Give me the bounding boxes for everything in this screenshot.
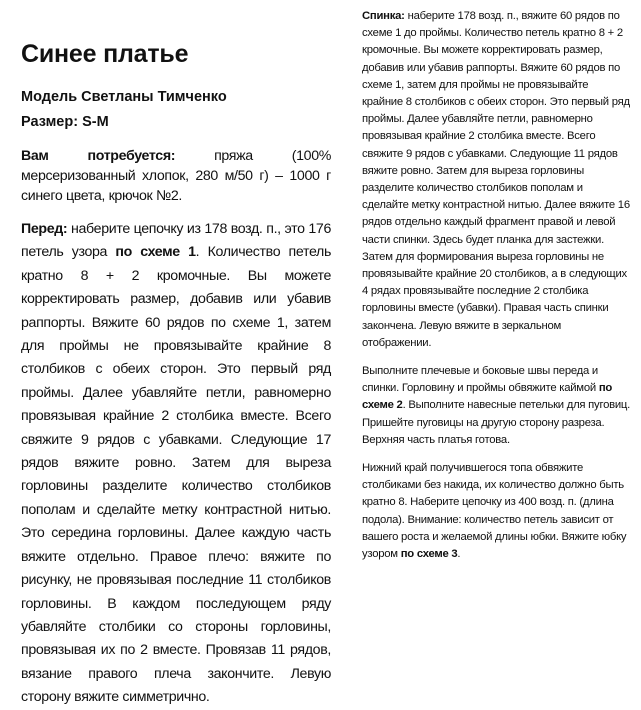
materials-paragraph [21,146,331,206]
front-text-2: . Количество петель кратно 8 + 2 кромочные. Вы можете корректировать размер, добавив или убавив раппорты. Вяжите 60 рядов по схеме 1, затем для проймы не провязывайте крайние 8 столбиков с обеих сторон. Это первый ряд проймы. Далее убавляйте петли, равномерно провязывая крайние 2 столбика вместе. Всего свяжите 9 рядов с убавками. Следующие 17 рядов вяжите ровно. Затем для выреза горловины разделите количество столбиков пополам и сделайте метку контрастной нитью. Это середина горловины. Далее каждую часть вяжите отдельно. Правое плечо: вяжите по рисунку, не провязывая последние 11 столбиков горловины. В каждом последующем ряду убавляйте столбики со стороны горловины, провязывая их по 2 вместе. Провязав 11 рядов, вязание правого плеча закончите. Левую сторону вяжите симметрично. [21,244,331,706]
right-column [362,8,632,563]
materials-text: пряжа (100% мерсеризованный хлопок, 280 м/50 г) – 1000 г синего цвета, крючок №2. [21,148,332,204]
model-author: Модель Светланы Тимченко [21,89,227,105]
left-column [21,146,331,710]
skirt-text-2: . [457,548,461,561]
front-scheme-1: по схеме 1 [115,244,196,261]
materials-label: Вам потребуется: [21,148,176,164]
front-label: Перед: [21,221,68,237]
skirt-paragraph [362,460,632,563]
assembly-text-2: . Выполните навесные петельки для пуговиц. Пришейте пуговицы на другую сторону разреза. Верхняя часть платья готова. [362,399,631,446]
back-paragraph [362,8,632,352]
assembly-scheme-2: по схеме 2 [362,382,613,412]
assembly-text-1: Выполните плечевые и боковые швы переда и спинки. Горловину и проймы обвяжите каймой [362,365,599,395]
page-title: Синее платье [21,40,189,68]
back-text: наберите 178 возд. п., вяжите 60 рядов по схеме 1 до проймы. Количество петель кратно 8 + 2 кромочные. Вы можете корректировать размер, добавив или убавив раппорты. Вяжите 60 рядов по схеме 1, затем для проймы не провязывайте крайние 8 столбиков с обеих сторон. Это первый ряд проймы. Далее убавляйте петли, равномерно провязывая крайние 2 столбика вместе. Всего свяжите 9 рядов с убавками. Следующие 11 рядов вяжите ровно. Затем для выреза горловины разделите количество столбиков пополам и сделайте метку контрастной нитью. Далее вяжите 16 рядов отдельно каждый фрагмент правой и левой части спинки. Здесь будет планка для застежки. Затем для формирования выреза горловины не провязывайте крайние 20 столбиков, а в следующих 4 рядах провязывайте последние 2 столбика горловины вместе (убавки). Правая часть спинки закончена. Левую вяжите в зеркальном отображении. [362,10,630,349]
skirt-text-1: Нижний край получившегося топа обвяжите столбиками без накида, их количество должно быть кратно 8. Наберите цепочку из 400 возд. п. (длина подола). Внимание: количество петель зависит от вашего роста и желаемой длины юбки. Вяжите юбку узором [362,462,627,561]
front-text-1: наберите цепочку из 178 возд. п., это 176 петель узора [21,221,331,261]
skirt-scheme-3: по схеме 3 [400,548,458,561]
assembly-paragraph [362,363,632,449]
back-label: Спинка: [362,10,405,22]
size-line: Размер: S-M [21,114,109,130]
front-paragraph [21,218,331,710]
